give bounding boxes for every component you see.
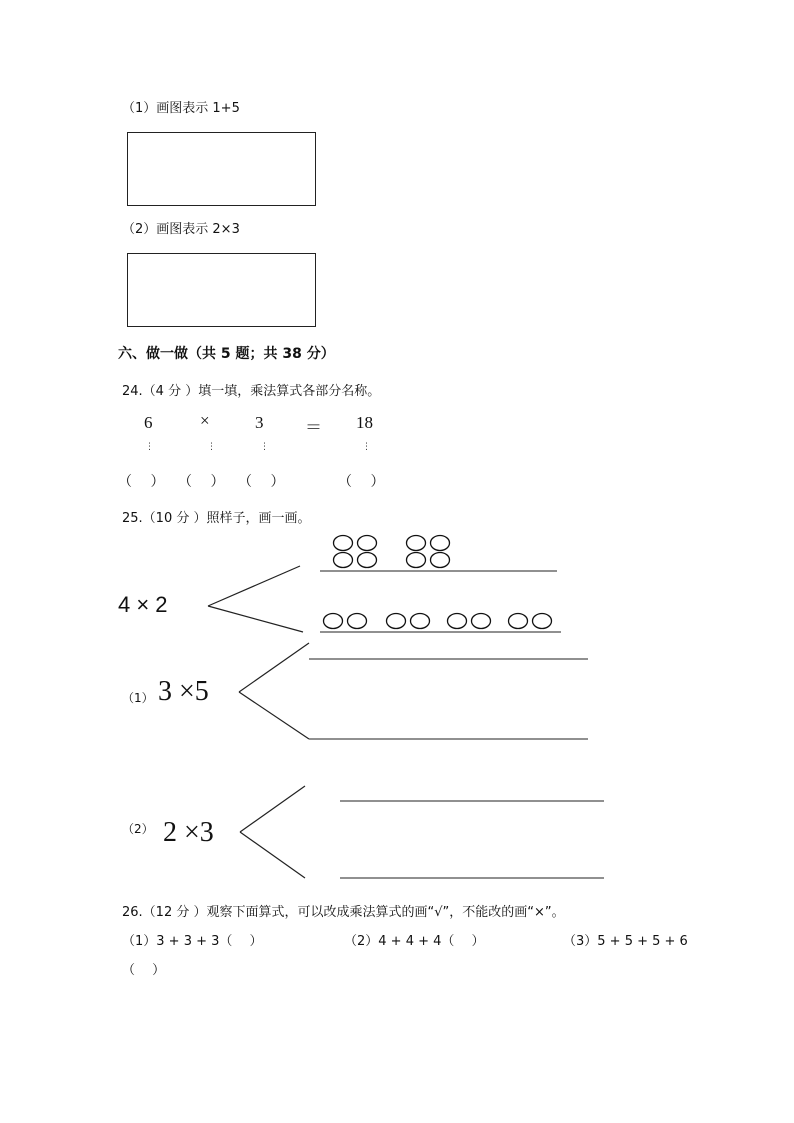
circle (407, 553, 426, 568)
draw-question-1: （1）画图表示 1+5 (122, 101, 240, 116)
example-circles-upper (334, 536, 450, 568)
question-24-prompt: 24.（4 分 ）填一填，乘法算式各部分名称。 (122, 384, 381, 399)
circle (411, 614, 430, 629)
part-2-label: （2） (122, 822, 154, 836)
example-expression: 4 × 2 (118, 592, 168, 617)
part-1-branch-lower (239, 692, 309, 739)
equation-times-sign: × (200, 411, 210, 430)
part-2-branch-lower (240, 832, 305, 878)
circle (358, 553, 377, 568)
pointer-dots-3: ⋮ (260, 442, 269, 452)
part-1-expression: 3 ×5 (158, 676, 209, 707)
pointer-dots-1: ⋮ (145, 442, 154, 452)
example-circles-lower (324, 614, 552, 629)
circle (407, 536, 426, 551)
circle (324, 614, 343, 629)
blank-product[interactable]: （ ） (338, 474, 385, 490)
equation-product: 18 (356, 413, 373, 432)
circle (472, 614, 491, 629)
example-branch-upper (208, 566, 300, 606)
part-1-branch-upper (239, 643, 309, 692)
circle (431, 553, 450, 568)
circle (334, 536, 353, 551)
example-branch-lower (208, 606, 303, 632)
question-25-prompt: 25.（10 分 ）照样子，画一画。 (122, 511, 311, 526)
circle (533, 614, 552, 629)
blank-factor-1[interactable]: （ ） (118, 474, 165, 490)
section-heading: 六、做一做（共 5 题；共 38 分） (118, 346, 335, 362)
pointer-dots-2: ⋮ (207, 442, 216, 452)
blank-factor-2[interactable]: （ ） (238, 474, 285, 490)
equation-factor-1: 6 (144, 413, 153, 432)
part-1-label: （1） (122, 691, 154, 705)
equation-equals-sign: ＝ (305, 418, 322, 437)
q26-item-2[interactable]: （2）4 + 4 + 4（ ） (344, 934, 485, 949)
part-2-expression: 2 ×3 (163, 817, 214, 848)
circle (348, 614, 367, 629)
q26-item-1[interactable]: （1）3 + 3 + 3（ ） (122, 934, 263, 949)
part-2-branch-upper (240, 786, 305, 832)
q26-item-3-blank[interactable]: （ ） (122, 963, 166, 978)
circle (334, 553, 353, 568)
circle (431, 536, 450, 551)
circle (448, 614, 467, 629)
equation-factor-2: 3 (255, 413, 264, 432)
pointer-dots-4: ⋮ (362, 442, 371, 452)
draw-question-2: （2）画图表示 2×3 (122, 222, 240, 237)
q26-item-3: （3）5 + 5 + 5 + 6 (563, 934, 688, 949)
circle (358, 536, 377, 551)
question-26-prompt: 26.（12 分 ）观察下面算式，可以改成乘法算式的画“√”，不能改的画“×”。 (122, 905, 565, 920)
circle (509, 614, 528, 629)
blank-times-sign[interactable]: （ ） (178, 474, 225, 490)
circle (387, 614, 406, 629)
